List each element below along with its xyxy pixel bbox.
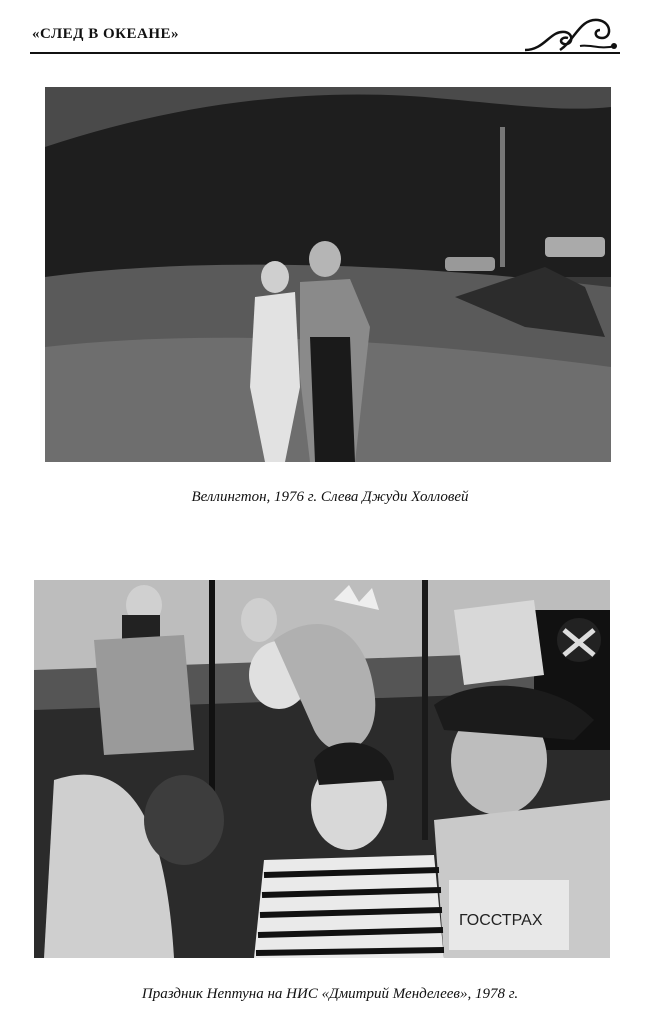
running-head: «СЛЕД В ОКЕАНЕ» [32, 26, 180, 42]
photo-wellington [45, 87, 611, 462]
photo-caption: Праздник Нептуна на НИС «Дмитрий Менделеев», 1978 г. [141, 986, 519, 1002]
sign-text: ГОССТРАХ [459, 912, 543, 929]
photo-neptune-festival-crowd [34, 580, 610, 958]
header-rule [30, 52, 620, 54]
photo-two-people-hillside [45, 87, 611, 462]
photo-caption: Веллингтон, 1976 г. Слева Джуди Холловей [191, 489, 469, 505]
photo-neptune-festival [34, 580, 610, 958]
flourish-ornament-icon [520, 10, 620, 58]
